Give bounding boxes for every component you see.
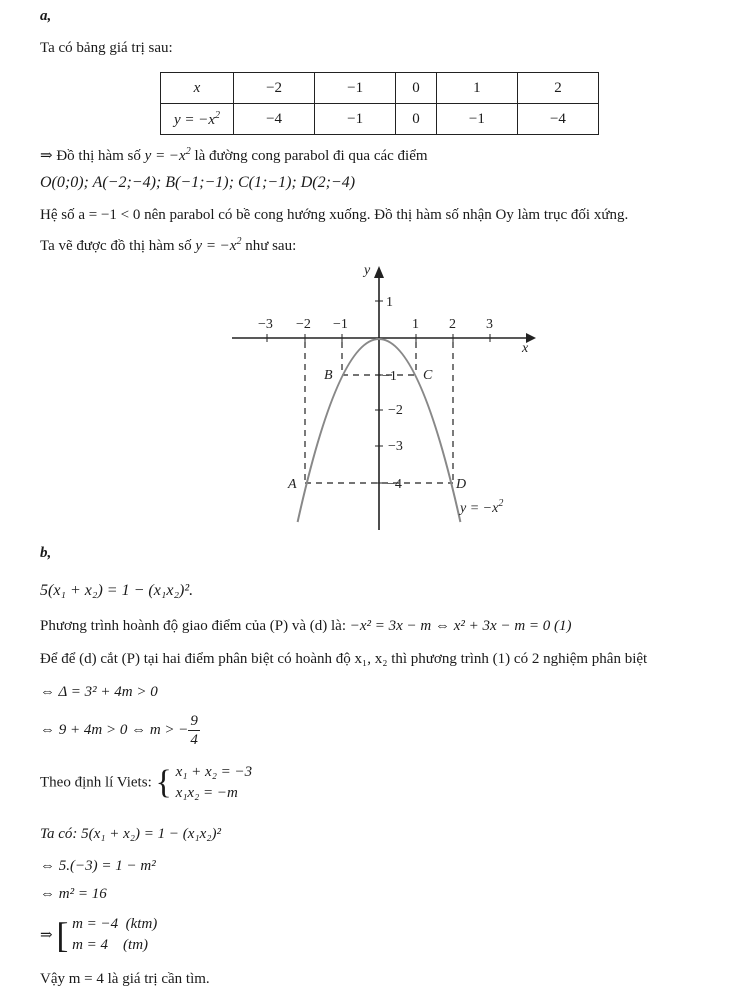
y-tick-label: −1 [382, 369, 397, 384]
table-cell: −1 [315, 104, 396, 135]
point-C-label: C [423, 368, 433, 383]
x-tick-label: 1 [412, 317, 419, 332]
table-cell: −2 [234, 73, 315, 104]
parabola-statement: ⇒ Đồ thị hàm số $y = -x^2$ là đường cong parabol đi qua các điểm [40, 146, 428, 164]
table-cell: −1 [315, 73, 396, 104]
coefficient-statement: Hệ số a = −1 < 0 nên parabol có bề cong hướng xuống. Đồ thị hàm số nhận Oy làm trục đối xứng. [40, 207, 629, 223]
part-b-label: b, [40, 545, 52, 561]
intersection-equation: Phương trình hoành độ giao điểm của (P) và (d) là: −x² = 3x − m ⇔ x² + 3x − m = 0 (1) [40, 618, 572, 634]
substitution-equation: Ta có: 5(x₁ + x₂) = 1 − (x₁x₂)² [40, 826, 221, 842]
table-cell: 2 [517, 73, 598, 104]
x-tick-label: −2 [296, 317, 311, 332]
y-tick-label: −3 [388, 439, 403, 454]
condition-equation: 5(x₁ + x₂) = 1 − (x₁x₂)². [40, 582, 194, 599]
conclusion: Vậy m = 4 là giá trị cần tìm. [40, 971, 210, 987]
case-analysis: ⇒ [ m = −4 (ktm) m = 4 (tm) [40, 915, 158, 955]
table-cell: −4 [234, 104, 315, 135]
table-header-x: x [161, 73, 234, 104]
table-row [161, 104, 599, 135]
discriminant-line: ⇔ Δ = 3² + 4m > 0 [40, 684, 158, 700]
parabola-graph [230, 262, 540, 537]
table-cell: −1 [436, 104, 517, 135]
point-B-label: B [324, 368, 333, 383]
x-tick-label: 2 [449, 317, 456, 332]
y-tick-label: 1 [386, 295, 393, 310]
x-axis-label: x [522, 341, 529, 356]
y-tick-label: −4 [387, 477, 402, 492]
curve-label: $y = -x^2$ [460, 498, 504, 516]
table-cell: 0 [396, 73, 437, 104]
table-cell: −4 [517, 104, 598, 135]
table-row [161, 73, 599, 104]
inequality-line: ⇔ 9 + 4m > 0 ⇔ m > − $\frac{9}{4}$ [40, 713, 198, 748]
distinct-roots-condition: Để để (d) cắt (P) tại hai điểm phân biệt có hoành độ x₁, x₂ thì phương trình (1) có 2 nghiệm phân biệt [40, 651, 648, 667]
table-cell: 0 [396, 104, 437, 135]
x-tick-label: −3 [258, 317, 273, 332]
value-table [160, 72, 599, 135]
point-D-label: D [456, 477, 467, 492]
points-list: O(0;0); A(−2;−4); B(−1;−1); C(1;−1); D(2;−4) [40, 174, 356, 191]
substitution-result: ⇔ 5.(−3) = 1 − m² [40, 858, 156, 874]
m-squared-line: ⇔ m² = 16 [40, 886, 107, 902]
y-axis-arrow-icon [374, 266, 384, 278]
y-axis-label: y [364, 263, 371, 278]
table-cell: 1 [436, 73, 517, 104]
draw-statement: Ta vẽ được đồ thị hàm số $y = -x^2$ như sau: [40, 236, 297, 254]
table-header-y: $y = -x^2$ [161, 104, 234, 135]
table-intro: Ta có bảng giá trị sau: [40, 40, 173, 56]
x-tick-label: 3 [486, 317, 493, 332]
part-a-label: a, [40, 8, 52, 24]
y-tick-label: −2 [388, 403, 403, 418]
vieta-system: Theo định lí Viets: { x₁ + x₂ = −3 x₁x₂ = −m [40, 764, 253, 801]
x-tick-label: −1 [333, 317, 348, 332]
point-A-label: A [288, 477, 297, 492]
